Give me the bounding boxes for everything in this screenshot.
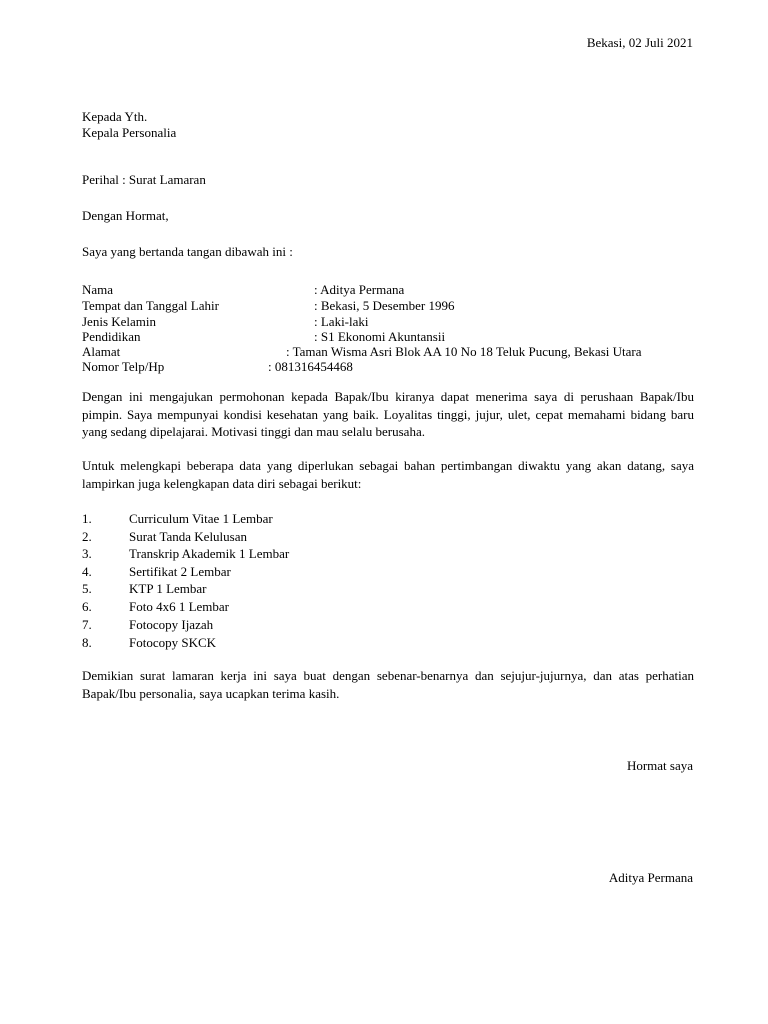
identity-label: Tempat dan Tanggal Lahir xyxy=(82,298,219,313)
list-text: KTP 1 Lembar xyxy=(129,581,207,596)
list-text: Sertifikat 2 Lembar xyxy=(129,564,231,579)
identity-value: : Bekasi, 5 Desember 1996 xyxy=(314,298,455,313)
body-paragraph-1: Dengan ini mengajukan permohonan kepada Bapak/Ibu kiranya dapat menerima saya di perushaan Bapak/Ibu pimpin. Saya mempunyai kondisi kesehatan yang baik. Loyalitas tinggi, jujur, ulet, cepat memahami bidang baru yang sedang dipelajarai. Motivasi tinggi dan mau selalu berusaha. xyxy=(82,389,694,439)
recipient-line-1: Kepada Yth. xyxy=(82,109,148,124)
identity-value: : Aditya Permana xyxy=(314,282,405,297)
signature-name: Aditya Permana xyxy=(608,870,693,885)
identity-value: : 081316454468 xyxy=(268,359,353,374)
identity-value: : Taman Wisma Asri Blok AA 10 No 18 Teluk Pucung, Bekasi Utara xyxy=(286,344,642,359)
identity-label: Jenis Kelamin xyxy=(82,314,157,329)
list-text: Curriculum Vitae 1 Lembar xyxy=(129,511,273,526)
identity-label: Alamat xyxy=(82,344,121,359)
list-text: Surat Tanda Kelulusan xyxy=(129,529,247,544)
place-date: Bekasi, 02 Juli 2021 xyxy=(586,35,693,50)
list-text: Foto 4x6 1 Lembar xyxy=(129,599,230,614)
greeting: Dengan Hormat, xyxy=(82,208,169,223)
signoff: Hormat saya xyxy=(626,758,693,773)
identity-value: : S1 Ekonomi Akuntansii xyxy=(314,329,446,344)
recipient-line-2: Kepala Personalia xyxy=(82,125,177,140)
list-number: 5. xyxy=(82,581,92,596)
list-text: Fotocopy SKCK xyxy=(129,635,217,650)
list-number: 8. xyxy=(82,635,92,650)
identity-label: Nomor Telp/Hp xyxy=(82,359,165,374)
list-number: 2. xyxy=(82,529,92,544)
list-text: Transkrip Akademik 1 Lembar xyxy=(129,546,290,561)
subject-line: Perihal : Surat Lamaran xyxy=(82,172,206,187)
intro-line: Saya yang bertanda tangan dibawah ini : xyxy=(82,244,293,259)
list-number: 4. xyxy=(82,564,92,579)
identity-value: : Laki-laki xyxy=(314,314,369,329)
list-number: 1. xyxy=(82,511,92,526)
identity-label: Nama xyxy=(82,282,114,297)
closing-paragraph: Demikian surat lamaran kerja ini saya buat dengan sebenar-benarnya dan sejujur-jujurnya, dan atas perhatian Bapak/Ibu personalia, saya ucapkan terima kasih. xyxy=(82,668,694,701)
list-number: 7. xyxy=(82,617,92,632)
list-number: 3. xyxy=(82,546,92,561)
list-text: Fotocopy Ijazah xyxy=(129,617,214,632)
body-paragraph-2: Untuk melengkapi beberapa data yang diperlukan sebagai bahan pertimbangan diwaktu yang akan datang, saya lampirkan juga kelengkapan data diri sebagai berikut: xyxy=(82,458,694,491)
identity-label: Pendidikan xyxy=(82,329,141,344)
list-number: 6. xyxy=(82,599,92,614)
